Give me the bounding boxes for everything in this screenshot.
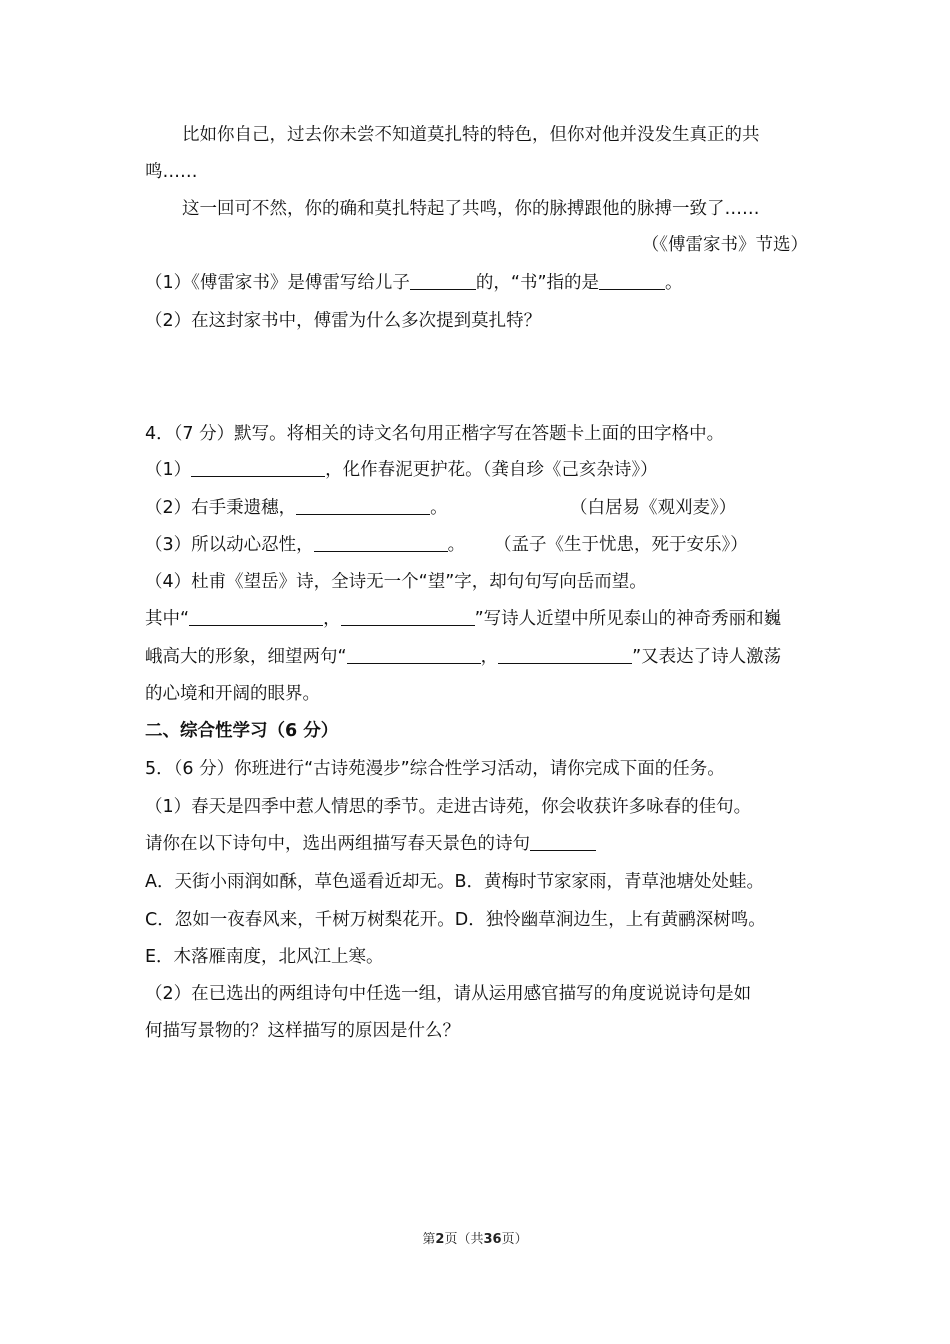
q5-sub1-l2-text: 请你在以下诗句中，选出两组描写春天景色的诗句 [145,834,530,854]
total-pages: 36 [483,1232,502,1247]
q4-sub2-source: （白居易《观刈麦》） [570,498,737,518]
option-e: E．木落雁南度，北风江上寒。 [145,947,384,967]
answer-blank [410,271,476,290]
q4-sub1 [145,458,810,482]
q5-heading: 5．（6 分）你班进行“古诗苑漫步”综合性学习活动，请你完成下面的任务。 [145,759,725,779]
q4-sub4-l1-text-a: 其中“ [145,609,190,629]
answer-blank [498,645,632,664]
passage-paragraph-1-line-2: 鸣…… [145,162,198,182]
q4-sub1-text-a: （1） [145,460,192,480]
q4-sub2-text-a: （2）右手秉遗穗， [145,498,297,518]
answer-blank [189,607,323,626]
answer-blank [314,533,448,552]
q4-sub4-line-2 [145,645,810,669]
q4-sub4-l2-text-a: 峨高大的形象，细望两句“ [145,647,347,667]
q4-sub3-text-b: 。 [447,535,466,555]
footer-suffix: 页） [501,1232,528,1247]
option-a: A．天街小雨润如酥，草色遥看近却无。 [145,872,455,892]
q4-sub4-l2-text-b: ， [480,647,499,667]
q3-sub1-text-b: 的，“书”指的是 [475,273,600,293]
q4-sub4-line-1 [145,607,810,631]
q3-sub1-text-a: （1）《傅雷家书》是傅雷写给儿子 [145,273,410,293]
option-d: D．独怜幽草涧边生，上有黄鹂深树鸣。 [454,910,766,930]
answer-blank [296,496,430,515]
q4-sub4-l2-text-c: ”又表达了诗人激荡 [632,647,782,667]
footer-prefix: 第 [422,1232,436,1247]
q5-sub2-line-2: 何描写景物的？这样描写的原因是什么？ [145,1021,460,1041]
q5-options-row-1 [145,870,810,894]
page-footer [0,1228,950,1247]
q4-sub4-intro: （4）杜甫《望岳》诗，全诗无一个“望”字，却句句写向岳而望。 [145,572,647,592]
answer-blank [191,458,325,477]
q4-sub1-text-b: ，化作春泥更护花。（龚自珍《己亥杂诗》） [325,460,658,480]
q5-options-row-2 [145,908,810,932]
answer-blank [530,832,596,851]
q4-heading: 4．（7 分）默写。将相关的诗文名句用正楷字写在答题卡上面的田字格中。 [145,424,725,444]
answer-blank [347,645,481,664]
option-c: C．忽如一夜春风来，千树万树梨花开。 [145,910,455,930]
q3-sub1-text-c: 。 [665,273,683,293]
q4-sub3-source: （孟子《生于忧患，死于安乐》） [494,535,748,555]
q3-sub1 [145,271,810,295]
q4-sub4-l1-text-b: ， [323,609,341,629]
footer-mid: 页（共 [444,1232,484,1247]
answer-blank [599,271,665,290]
q4-sub4-line-3: 的心境和开阔的眼界。 [145,684,320,704]
passage-paragraph-2: 这一回可不然，你的确和莫扎特起了共鸣，你的脉搏跟他的脉搏一致了…… [182,199,760,219]
passage-paragraph-1-line-1: 比如你自己，过去你未尝不知道莫扎特的特色，但你对他并没发生真正的共 [182,125,760,145]
q5-sub1-line-2 [145,832,810,856]
current-page-number: 2 [435,1232,445,1247]
passage-source: （《傅雷家书》节选） [641,235,808,255]
q3-sub2: （2）在这封家书中，傅雷为什么多次提到莫扎特？ [145,311,542,331]
option-b: B．黄梅时节家家雨，青草池塘处处蛙。 [454,872,764,892]
section-2-title: 二、综合性学习（6 分） [145,721,339,741]
q4-sub3-text-a: （3）所以动心忍性， [145,535,314,555]
q4-sub4-l1-text-c: ”写诗人近望中所见泰山的神奇秀丽和巍 [474,609,782,629]
answer-blank [341,607,475,626]
q5-sub1-line-1: （1）春天是四季中惹人情思的季节。走进古诗苑，你会收获许多咏春的佳句。 [145,797,752,817]
q5-sub2-line-1: （2）在已选出的两组诗句中任选一组，请从运用感官描写的角度说说诗句是如 [145,984,752,1004]
q4-sub2-text-b: 。 [430,498,448,518]
